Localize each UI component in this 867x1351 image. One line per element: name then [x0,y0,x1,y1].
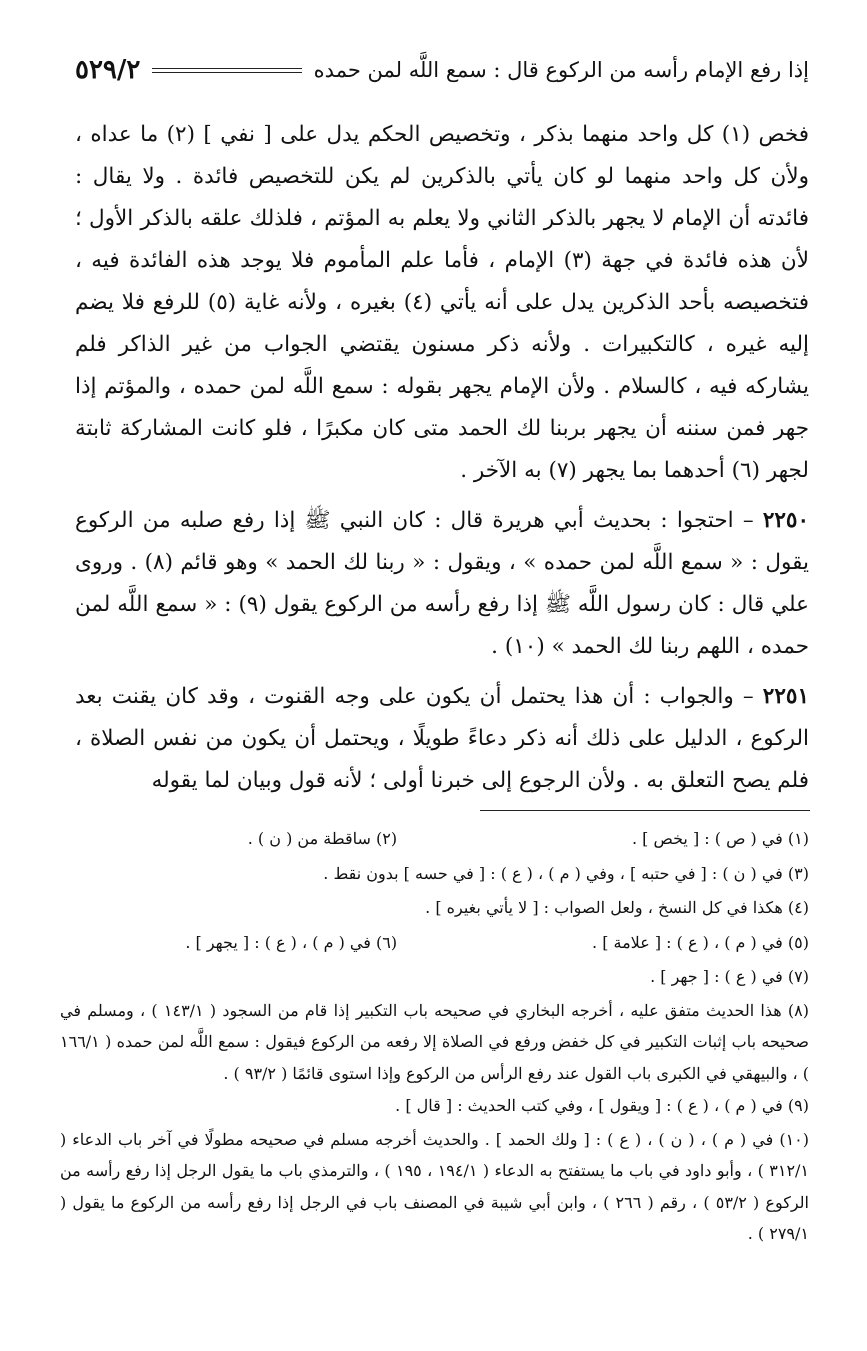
footnote-row [60,822,809,857]
footnote-7: (٧) في ( ع ) : [ جهر ] . [650,967,809,986]
header-rule [152,68,301,73]
footnotes [60,822,809,1250]
footnote-10: (١٠) في ( م ) ، ( ن ) ، ( ع ) : [ ولك الحمد ] . والحديث أخرجه مسلم في صحيحه مطولًا في آخر باب الدعاء ( ٣١٢/١ ) ، وأبو داود في باب ما يستفتح به الدعاء ( ١٩٤/١ ، ١٩٥ ) ، والترمذي باب ما يقول الرجل إذا رفع رأسه من الركوع ( ٥٣/٢ ) ، رقم ( ٢٦٦ ) ، وابن أبي شيبة في المصنف باب في الرجل إذا رفع رأسه من الركوع ما يقول ( ٢٧٩/١ ) . [60,1129,810,1243]
paragraph-number: ٢٢٥١ [762,684,809,709]
footnote-9: (٩) في ( م ) ، ( ع ) : [ ويقول ] ، وفي كتب الحديث : [ قال ] . [395,1096,809,1115]
page-number: ٥٢٩/٢ [75,55,141,85]
footnote-5: (٥) في ( م ) ، ( ع ) : [ علامة ] . [592,932,809,952]
footnote-8: (٨) هذا الحديث متفق عليه ، أخرجه البخاري في صحيحه باب التكبير إذا قام من السجود ( ١٤٣/١ ) ، ومسلم في صحيحه باب إثبات التكبير في كل خفض ورفع في الصلاة إلا رفعه من الركوع فيقول : سمع اللَّه لمن حمده ( ١٦٦/١ ) ، والبيهقي في الكبرى باب القول عند رفع الرأس من الركوع وإذا استوى قائمًا ( ٩٣/٢ ) . [60,1000,810,1083]
paragraph-1: فخص (١) كل واحد منهما بذكر ، وتخصيص الحكم يدل على [ نفي ] (٢) ما عداه ، ولأن كل واحد منهما لو كان يأتي بالذكرين لم يكن للتخصيص فائدة . ولا يقال : فائدته أن الإمام لا يجهر بالذكر الثاني ولا يعلم به المؤتم ، فلذلك علقه بالذكر الأول ؛ لأن هذه فائدة في جهة (٣) الإمام ، فأما علم المأموم فلا يوجد هذه الفائدة فيه ، فتخصيصه بأحد الذكرين يدل على أنه يأتي (٤) بغيره ، ولأنه غاية (٥) للرفع فلا يضم إليه غيره ، كالتكبيرات . ولأنه ذكر مسنون يقتضي الجواب من غير الذاكر فلم يشاركه فيه ، كالسلام . ولأن الإمام يجهر بقوله : سمع اللَّه لمن حمده ، والمؤتم إذا جهر فمن سننه أن يجهر بربنا لك الحمد متى كان مكبرًا ، فلو كانت المشاركة ثابتة لجهر (٦) أحدهما بما يجهر (٧) به الآخر . [75,122,810,483]
page-header [75,50,809,90]
paragraph-text: – احتجوا : بحديث أبي هريرة قال : كان النبي ﷺ إذا رفع صلبه من الركوع يقول : « سمع اللَّه لمن حمده » ، ويقول : « ربنا لك الحمد » وهو قائم (٨) . وروى علي قال : كان رسول اللَّه ﷺ إذا رفع رأسه من الركوع يقول (٩) : « سمع اللَّه لمن حمده ، اللهم ربنا لك الحمد » (١٠) . [75,508,809,659]
footnote-4: (٤) هكذا في كل النسخ ، ولعل الصواب : [ لا يأتي بغيره ] . [425,898,809,917]
footnote-row [60,926,809,961]
paragraph-text: – والجواب : أن هذا يحتمل أن يكون على وجه القنوت ، وقد كان يقنت بعد الركوع ، الدليل على ذلك أنه ذكر دعاءً طويلًا ، ويحتمل أن يكون من نفس الصلاة ، فلم يصح التعلق به . ولأن الرجوع إلى خبرنا أولى ؛ لأنه قول وبيان لما يقوله [75,684,809,793]
footnote-3: (٣) في ( ن ) : [ في حتبه ] ، وفي ( م ) ، ( ع ) : [ في حسه ] بدون نقط . [323,863,809,883]
footnote-separator [480,810,810,811]
running-title: إذا رفع الإمام رأسه من الركوع قال : سمع اللَّه لمن حمده [313,58,809,82]
footnote-6: (٦) في ( م ) ، ( ع ) : [ يجهر ] . [185,932,398,952]
paragraph-3 [75,676,809,802]
paragraph-number: ٢٢٥٠ [762,508,810,533]
main-text [75,114,809,810]
paragraph-2 [75,500,809,668]
footnote-2: (٢) ساقطة من ( ن ) . [247,829,398,848]
footnote-1: (١) في ( ص ) : [ يخص ] . [631,829,809,848]
